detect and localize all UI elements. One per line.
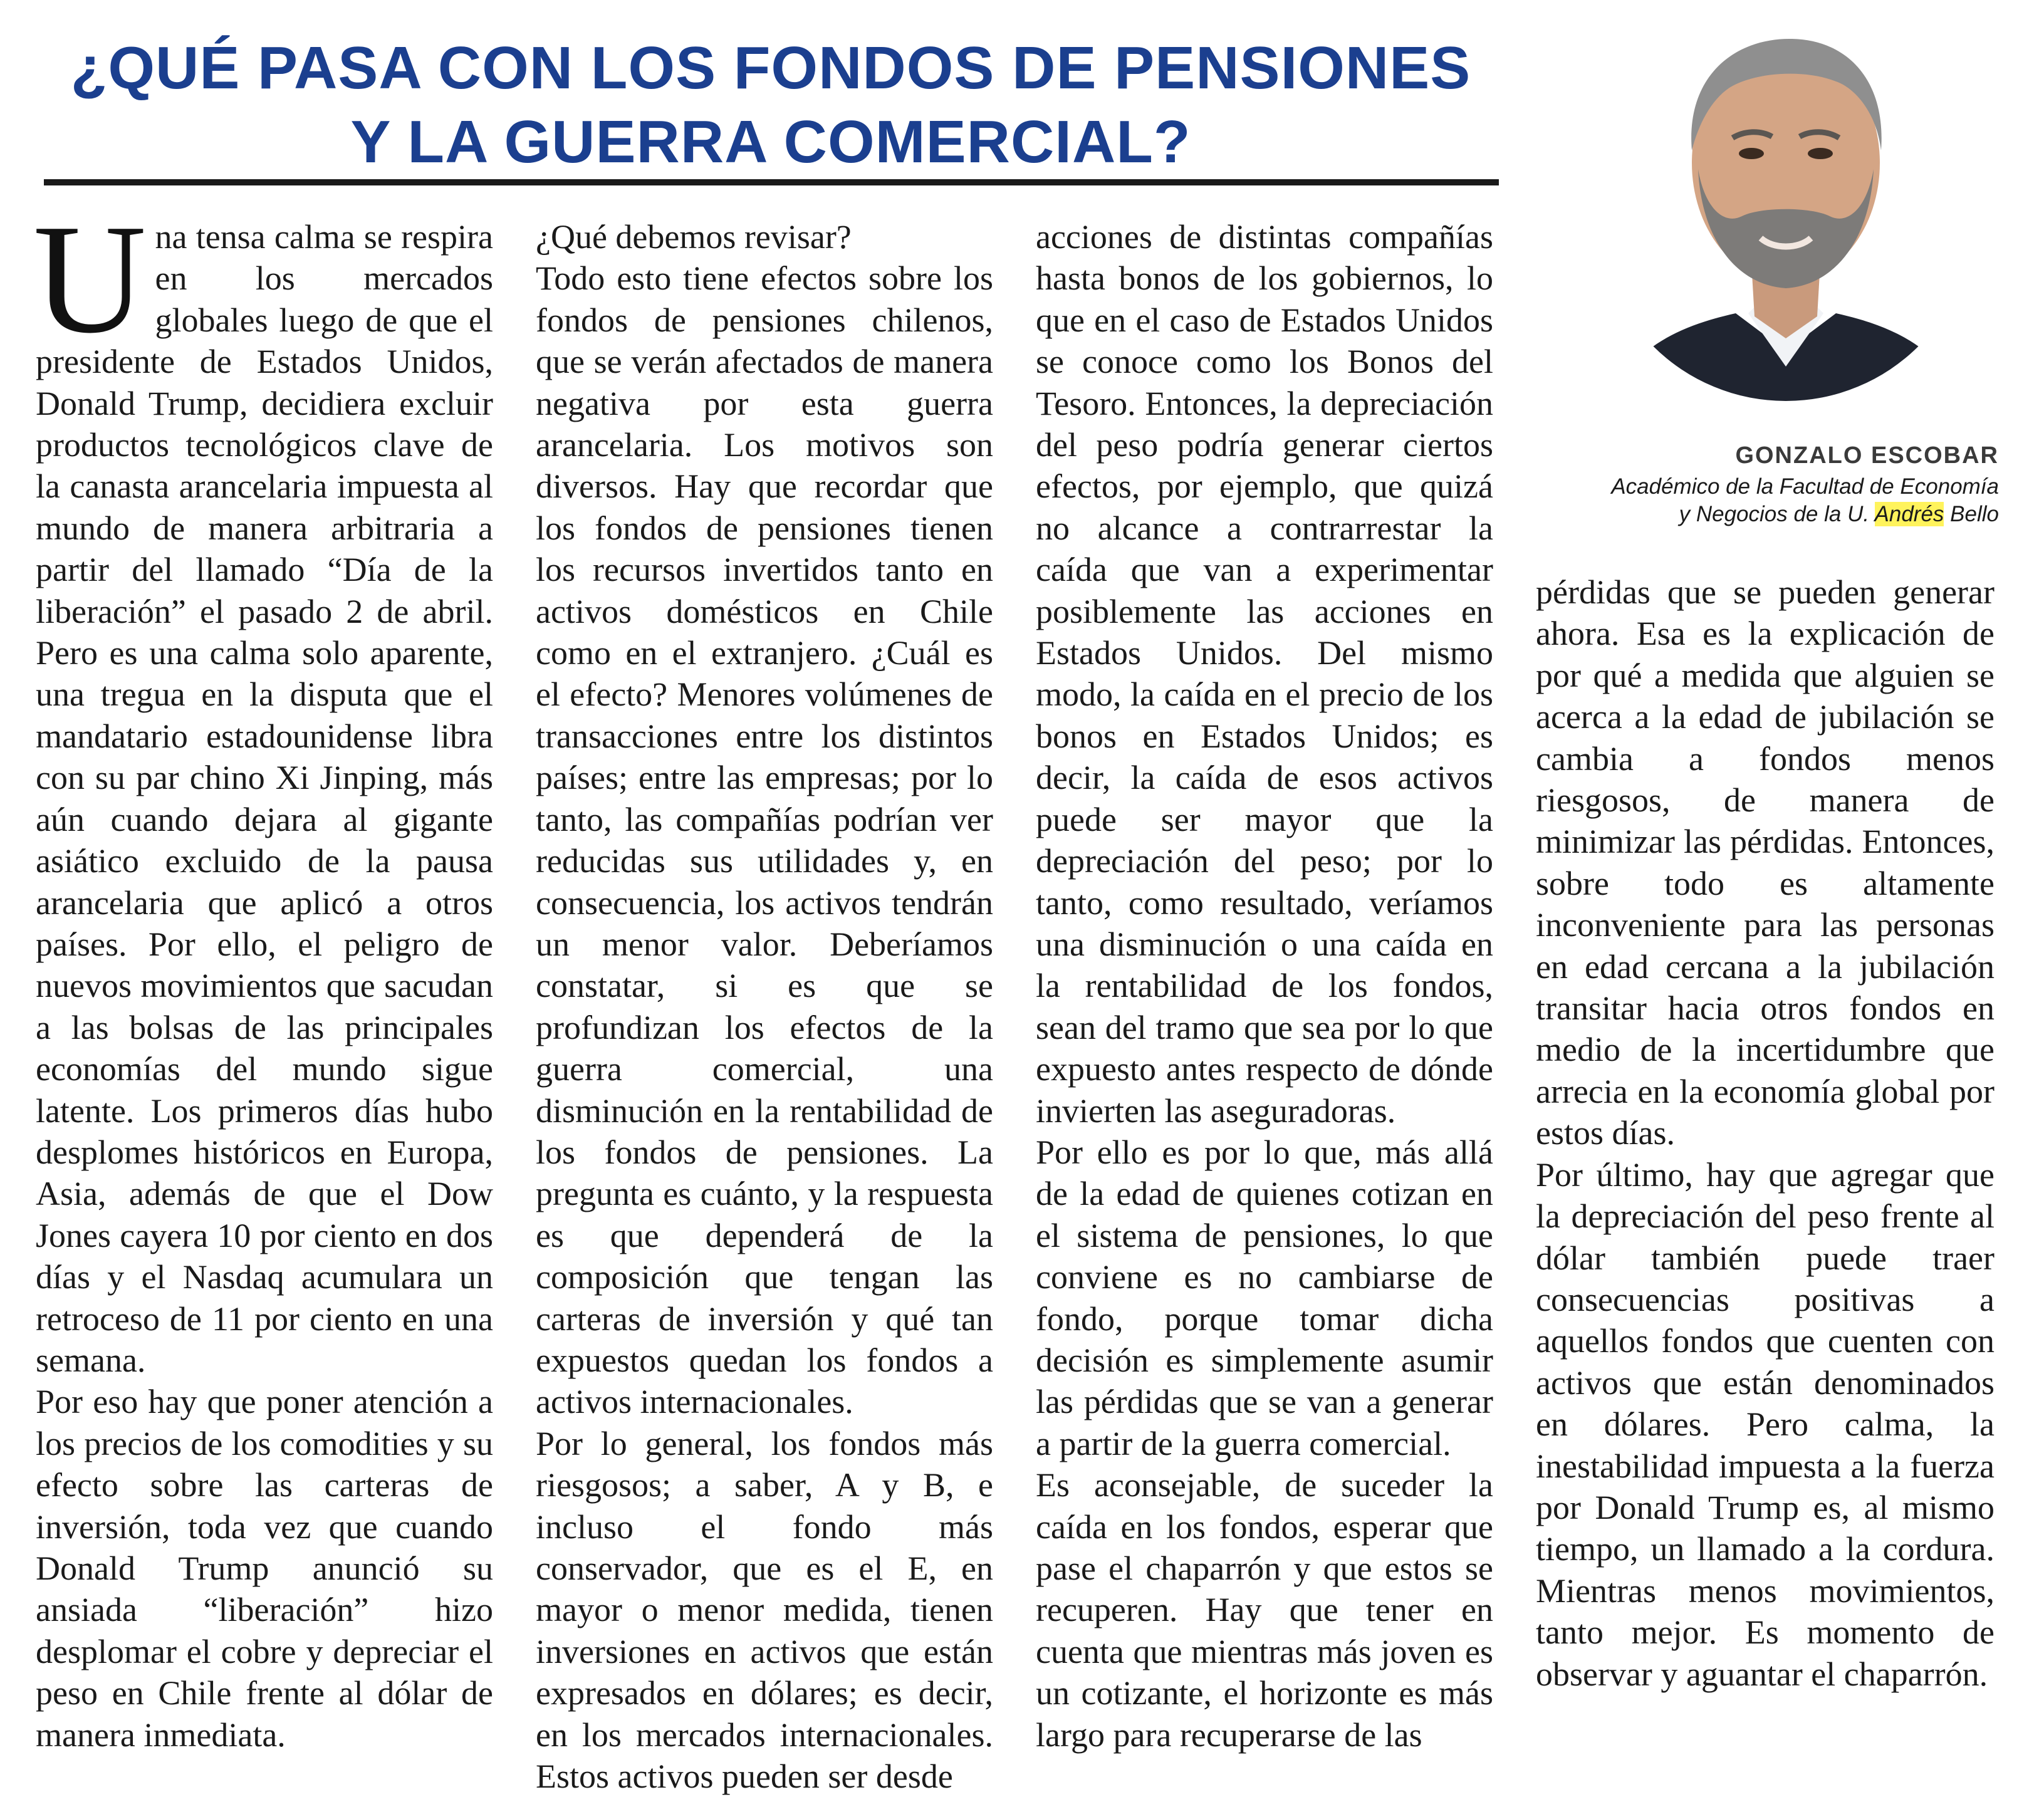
article-column-2 bbox=[536, 216, 993, 1797]
headline bbox=[44, 31, 1498, 179]
paragraph: Por eso hay que poner atención a los precios de los comodities y su efecto sobre las carteras de inversión, toda vez que cuando Donald Trump anunció su ansiada “liberación” hizo desplomar el cobre y depreciar el peso en Chile frente al dólar de manera inmediata. bbox=[36, 1383, 493, 1754]
highlighted-text: Andrés bbox=[1874, 502, 1944, 526]
article-column-1 bbox=[33, 192, 493, 1756]
paragraph: Es aconsejable, de suceder la caída en los fondos, esperar que pase el chaparrón y que estos se recuperen. Hay que tener en cuenta que mientras más joven es un cotizante, el horizonte es más largo para recuperarse de las bbox=[1036, 1466, 1493, 1754]
article-column-4 bbox=[1536, 571, 1994, 1695]
paragraph: Por lo general, los fondos más riesgosos; a saber, A y B, e incluso el fondo más conservador, que es el E, en mayor o menor medida, tienen inversiones en activos que están expresados en dólares; es decir, en los mercados internacionales. Estos activos pueden ser desde bbox=[536, 1424, 993, 1796]
author-role-text: y Negocios de la U. bbox=[1679, 502, 1875, 526]
headline-line-2: Y LA GUERRA COMERCIAL? bbox=[350, 108, 1191, 175]
headline-line-1: ¿QUÉ PASA CON LOS FONDOS DE PENSIONES bbox=[70, 34, 1471, 102]
author-role-text: Bello bbox=[1944, 502, 1999, 526]
paragraph: na tensa calma se respira en los mercados globales luego de que el presidente de Estados Unidos, Donald Trump, decidiera excluir productos tecnológicos clave de la canasta arancelaria impuesta al mundo de manera arbitraria a partir del llamado “Día de la liberación” el pasado 2 de abril. Pero es una calma solo aparente, una tregua en la disputa que el mandatario estadounidense libra con su par chino Xi Jinping, más aún cuando dejara al gigante asiático excluido de la pausa arancelaria que aplicó a otros países. Por ello, el peligro de nuevos movimientos que sacudan a las bolsas de las principales economías del mundo sigue latente. Los primeros días hubo desplomes históricos en Europa, Asia, además de que el Dow Jones cayera 10 por ciento en dos días y el Nasdaq acumulara un retroceso de 11 por ciento en una semana. bbox=[36, 218, 493, 1379]
article-column-3 bbox=[1036, 216, 1493, 1756]
author-name: GONZALO ESCOBAR bbox=[1735, 442, 1999, 469]
drop-cap: U bbox=[33, 192, 147, 366]
author-credit bbox=[1516, 442, 1999, 528]
subheading: ¿Qué debemos revisar? bbox=[536, 218, 852, 256]
author-portrait bbox=[1592, 0, 1980, 426]
paragraph: pérdidas que se pueden generar ahora. Esa es la explicación de por qué a medida que alguien se acerca a la edad de jubilación se cambia a fondos menos riesgosos, de manera de minimizar las pérdidas. Entonces, sobre todo es altamente inconveniente para las personas en edad cercana a la jubilación transitar hacia otros fondos en medio de la incertidumbre que arrecia en la economía global por estos días. bbox=[1536, 573, 1994, 1152]
author-role-line-1: Académico de la Facultad de Economía bbox=[1611, 474, 1999, 499]
paragraph: Por ello es por lo que, más allá de la edad de quienes cotizan en el sistema de pensiones, lo que conviene es no cambiarse de fondo, porque tomar dicha decisión es simplemente asumir las pérdidas que se van a generar a partir de la guerra comercial. bbox=[1036, 1133, 1493, 1462]
paragraph: Por último, hay que agregar que la depreciación del peso frente al dólar también puede traer consecuencias positivas a aquellos fondos que cuenten con activos que están denominados en dólares. Pero calma, la inestabilidad impuesta a la fuerza por Donald Trump es, al mismo tiempo, un llamado a la cordura. Mientras menos movimientos, tanto mejor. Es momento de observar y aguantar el chaparrón. bbox=[1536, 1155, 1994, 1693]
author-role-line-2 bbox=[1516, 501, 1999, 528]
headline-rule bbox=[44, 179, 1499, 185]
paragraph: Todo esto tiene efectos sobre los fondos de pensiones chilenos, que se verán afectados de manera negativa por esta guerra arancelaria. Los motivos son diversos. Hay que recordar que los fondos de pensiones tienen los recursos invertidos tanto en activos domésticos en Chile como en el extranjero. ¿Cuál es el efecto? Menores volúmenes de transacciones entre los distintos países; entre las empresas; por lo tanto, las compañías podrían ver reducidas sus utilidades y, en consecuencia, los activos tendrán un menor valor. Deberíamos constatar, si es que se profundizan los efectos de la guerra comercial, una disminución en la rentabilidad de los fondos de pensiones. La pregunta es cuánto, y la respuesta es que dependerá de la composición que tengan las carteras de inversión y qué tan expuestos quedan los fondos a activos internacionales. bbox=[536, 259, 993, 1421]
paragraph: acciones de distintas compañías hasta bonos de los gobiernos, lo que en el caso de Estados Unidos se conoce como los Bonos del Tesoro. Entonces, la depreciación del peso podría generar ciertos efectos, por ejemplo, que quizá no alcance a contrarrestar la caída que van a experimentar posiblemente las acciones en Estados Unidos. Del mismo modo, la caída en el precio de los bonos en Estados Unidos; es decir, la caída de esos activos puede ser mayor que la depreciación del peso; por lo tanto, como resultado, veríamos una disminución o una caída en la rentabilidad de los fondos, sean del tramo que sea por lo que expuesto antes respecto de dónde invierten las aseguradoras. bbox=[1036, 218, 1493, 1130]
